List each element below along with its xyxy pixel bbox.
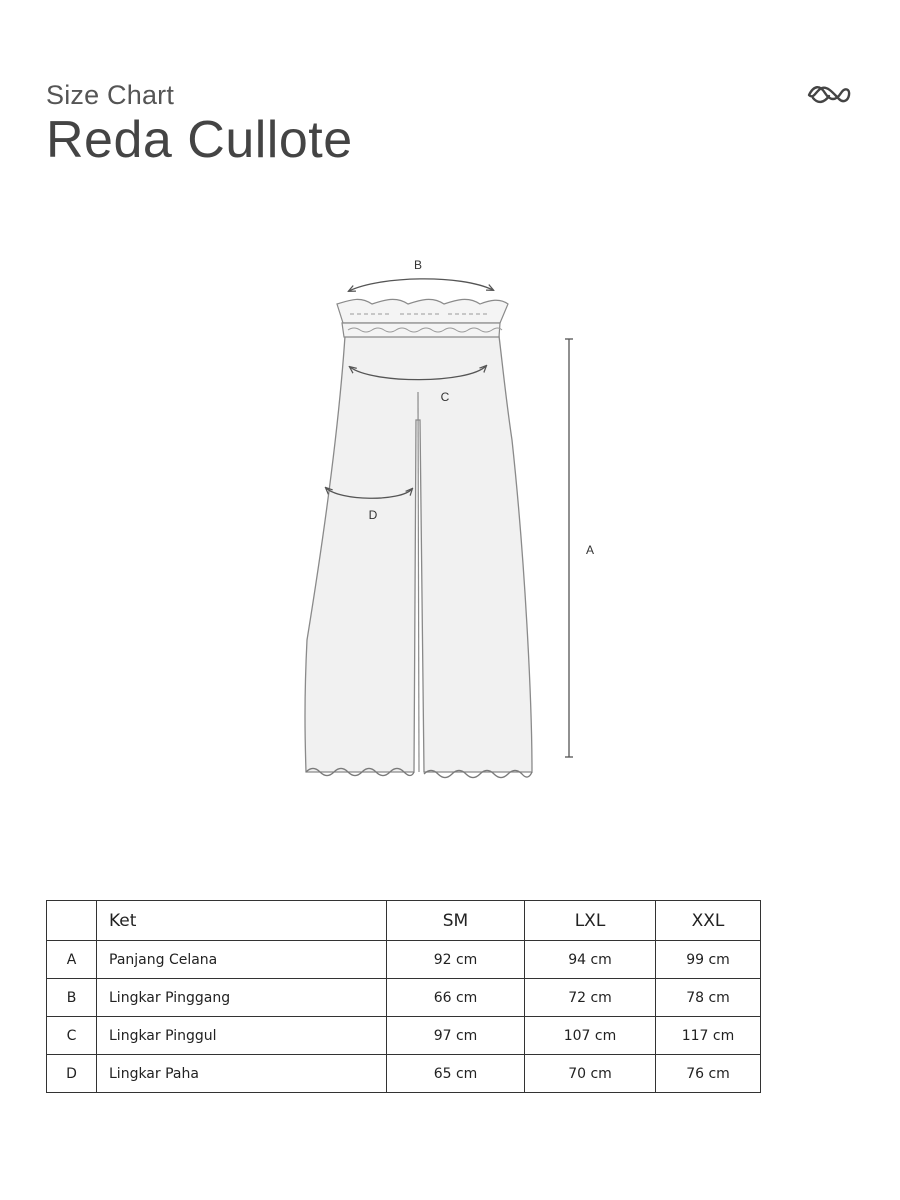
cell-lxl: 94 cm: [525, 941, 656, 979]
cell-sm: 65 cm: [387, 1055, 525, 1093]
cell-xxl: 99 cm: [656, 941, 761, 979]
row-key: A: [47, 941, 97, 979]
label-a: A: [585, 543, 595, 557]
row-key: C: [47, 1017, 97, 1055]
page-subtitle: Size Chart: [46, 80, 175, 110]
label-d: D: [368, 508, 378, 522]
cell-xxl: 78 cm: [656, 979, 761, 1017]
page-title: Reda Cullote: [46, 111, 353, 169]
waistband: [337, 299, 508, 337]
table-row: [47, 1017, 761, 1055]
cell-lxl: 107 cm: [525, 1017, 656, 1055]
row-desc: Panjang Celana: [97, 941, 387, 979]
header-sm: SM: [387, 901, 525, 941]
cell-lxl: 72 cm: [525, 979, 656, 1017]
row-desc: Lingkar Pinggang: [97, 979, 387, 1017]
size-table: [46, 900, 761, 1093]
culotte-outline: [305, 336, 532, 778]
label-c: C: [440, 390, 450, 404]
table-row: [47, 979, 761, 1017]
table-header-row: [47, 901, 761, 941]
cell-lxl: 70 cm: [525, 1055, 656, 1093]
table-row: [47, 1055, 761, 1093]
cell-xxl: 76 cm: [656, 1055, 761, 1093]
header-xxl: XXL: [656, 901, 761, 941]
label-b: B: [413, 258, 423, 272]
row-desc: Lingkar Paha: [97, 1055, 387, 1093]
row-desc: Lingkar Pinggul: [97, 1017, 387, 1055]
header-ket: Ket: [97, 901, 387, 941]
waist-measure-arrow: [349, 279, 493, 291]
cell-sm: 92 cm: [387, 941, 525, 979]
cell-sm: 66 cm: [387, 979, 525, 1017]
length-measure-line: [565, 339, 573, 757]
cell-sm: 97 cm: [387, 1017, 525, 1055]
header-key: [47, 901, 97, 941]
row-key: D: [47, 1055, 97, 1093]
table-row: [47, 941, 761, 979]
header-lxl: LXL: [525, 901, 656, 941]
row-key: B: [47, 979, 97, 1017]
cell-xxl: 117 cm: [656, 1017, 761, 1055]
